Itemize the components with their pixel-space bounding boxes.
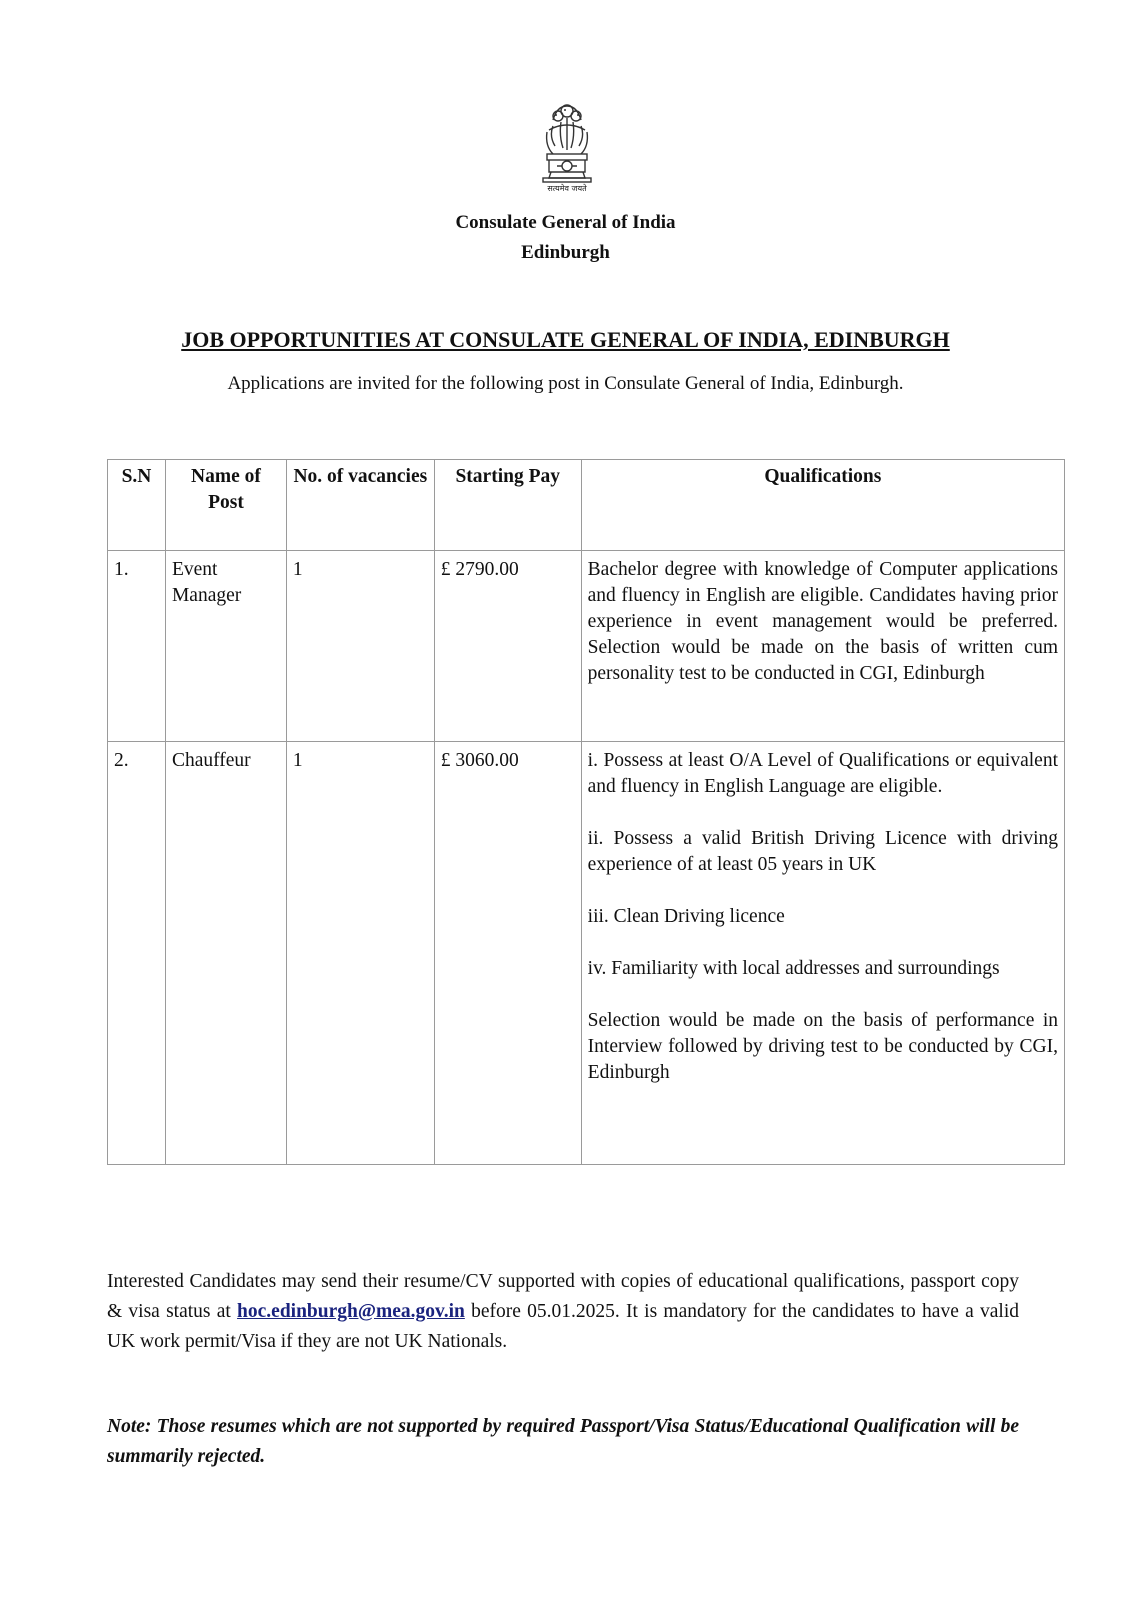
header-qualifications: Qualifications bbox=[581, 460, 1064, 551]
header-post: Name of Post bbox=[165, 460, 286, 551]
qualification-item: Selection would be made on the basis of performance in Interview followed by driving test to be conducted by CGI, Edinburgh bbox=[587, 1010, 1058, 1083]
rejection-note: Note: Those resumes which are not supported by required Passport/Visa Status/Educational Qualification will be summarily rejected. bbox=[107, 1416, 1019, 1467]
cell-pay: £ 2790.00 bbox=[434, 551, 581, 742]
cell-post: Chauffeur bbox=[165, 742, 286, 1165]
table-header-row bbox=[108, 460, 1065, 551]
email-link[interactable]: hoc.edinburgh@mea.gov.in bbox=[237, 1301, 465, 1322]
office-name: Consulate General of India bbox=[455, 212, 676, 233]
emblem-motto: सत्यमेव जयते bbox=[547, 184, 587, 193]
cell-qualifications bbox=[581, 742, 1064, 1165]
cell-vacancies: 1 bbox=[286, 551, 434, 742]
qualification-item: i. Possess at least O/A Level of Qualifications or equivalent and fluency in English Language are eligible. bbox=[587, 750, 1058, 797]
cell-post: Event Manager bbox=[165, 551, 286, 742]
header-vacancies: No. of vacancies bbox=[286, 460, 434, 551]
table-row bbox=[108, 551, 1065, 742]
intro-text: Applications are invited for the following post in Consulate General of India, Edinburgh. bbox=[227, 373, 904, 394]
cell-pay: £ 3060.00 bbox=[434, 742, 581, 1165]
qualification-item: iii. Clean Driving licence bbox=[587, 906, 785, 927]
header-pay: Starting Pay bbox=[434, 460, 581, 551]
apply-text-after: before 05.01.2025. It is mandatory for the candidates to have a valid UK work permit/Visa if they are not UK Nationals. bbox=[107, 1301, 1019, 1352]
application-instructions bbox=[107, 1267, 1019, 1357]
page-title: JOB OPPORTUNITIES AT CONSULATE GENERAL OF INDIA, EDINBURGH bbox=[181, 327, 950, 352]
qualification-item: ii. Possess a valid British Driving Licence with driving experience of at least 05 years in UK bbox=[587, 828, 1058, 875]
qualification-item: Bachelor degree with knowledge of Computer applications and fluency in English are eligible. Candidates having prior experience in event management would be preferred. Selection would be made on the basis of written cum personality test to be conducted in CGI, Edinburgh bbox=[587, 559, 1058, 684]
office-city: Edinburgh bbox=[521, 242, 610, 263]
cell-vacancies: 1 bbox=[286, 742, 434, 1165]
apply-text-before: Interested Candidates may send their resume/CV supported with copies of educational qualifications, passport copy & visa status at bbox=[107, 1271, 1019, 1322]
cell-sn: 1. bbox=[108, 551, 166, 742]
cell-sn: 2. bbox=[108, 742, 166, 1165]
vacancy-table bbox=[107, 459, 1065, 1165]
cell-qualifications bbox=[581, 551, 1064, 742]
table-row bbox=[108, 742, 1065, 1165]
header-sn: S.N bbox=[108, 460, 166, 551]
qualification-item: iv. Familiarity with local addresses and surroundings bbox=[587, 958, 1000, 979]
